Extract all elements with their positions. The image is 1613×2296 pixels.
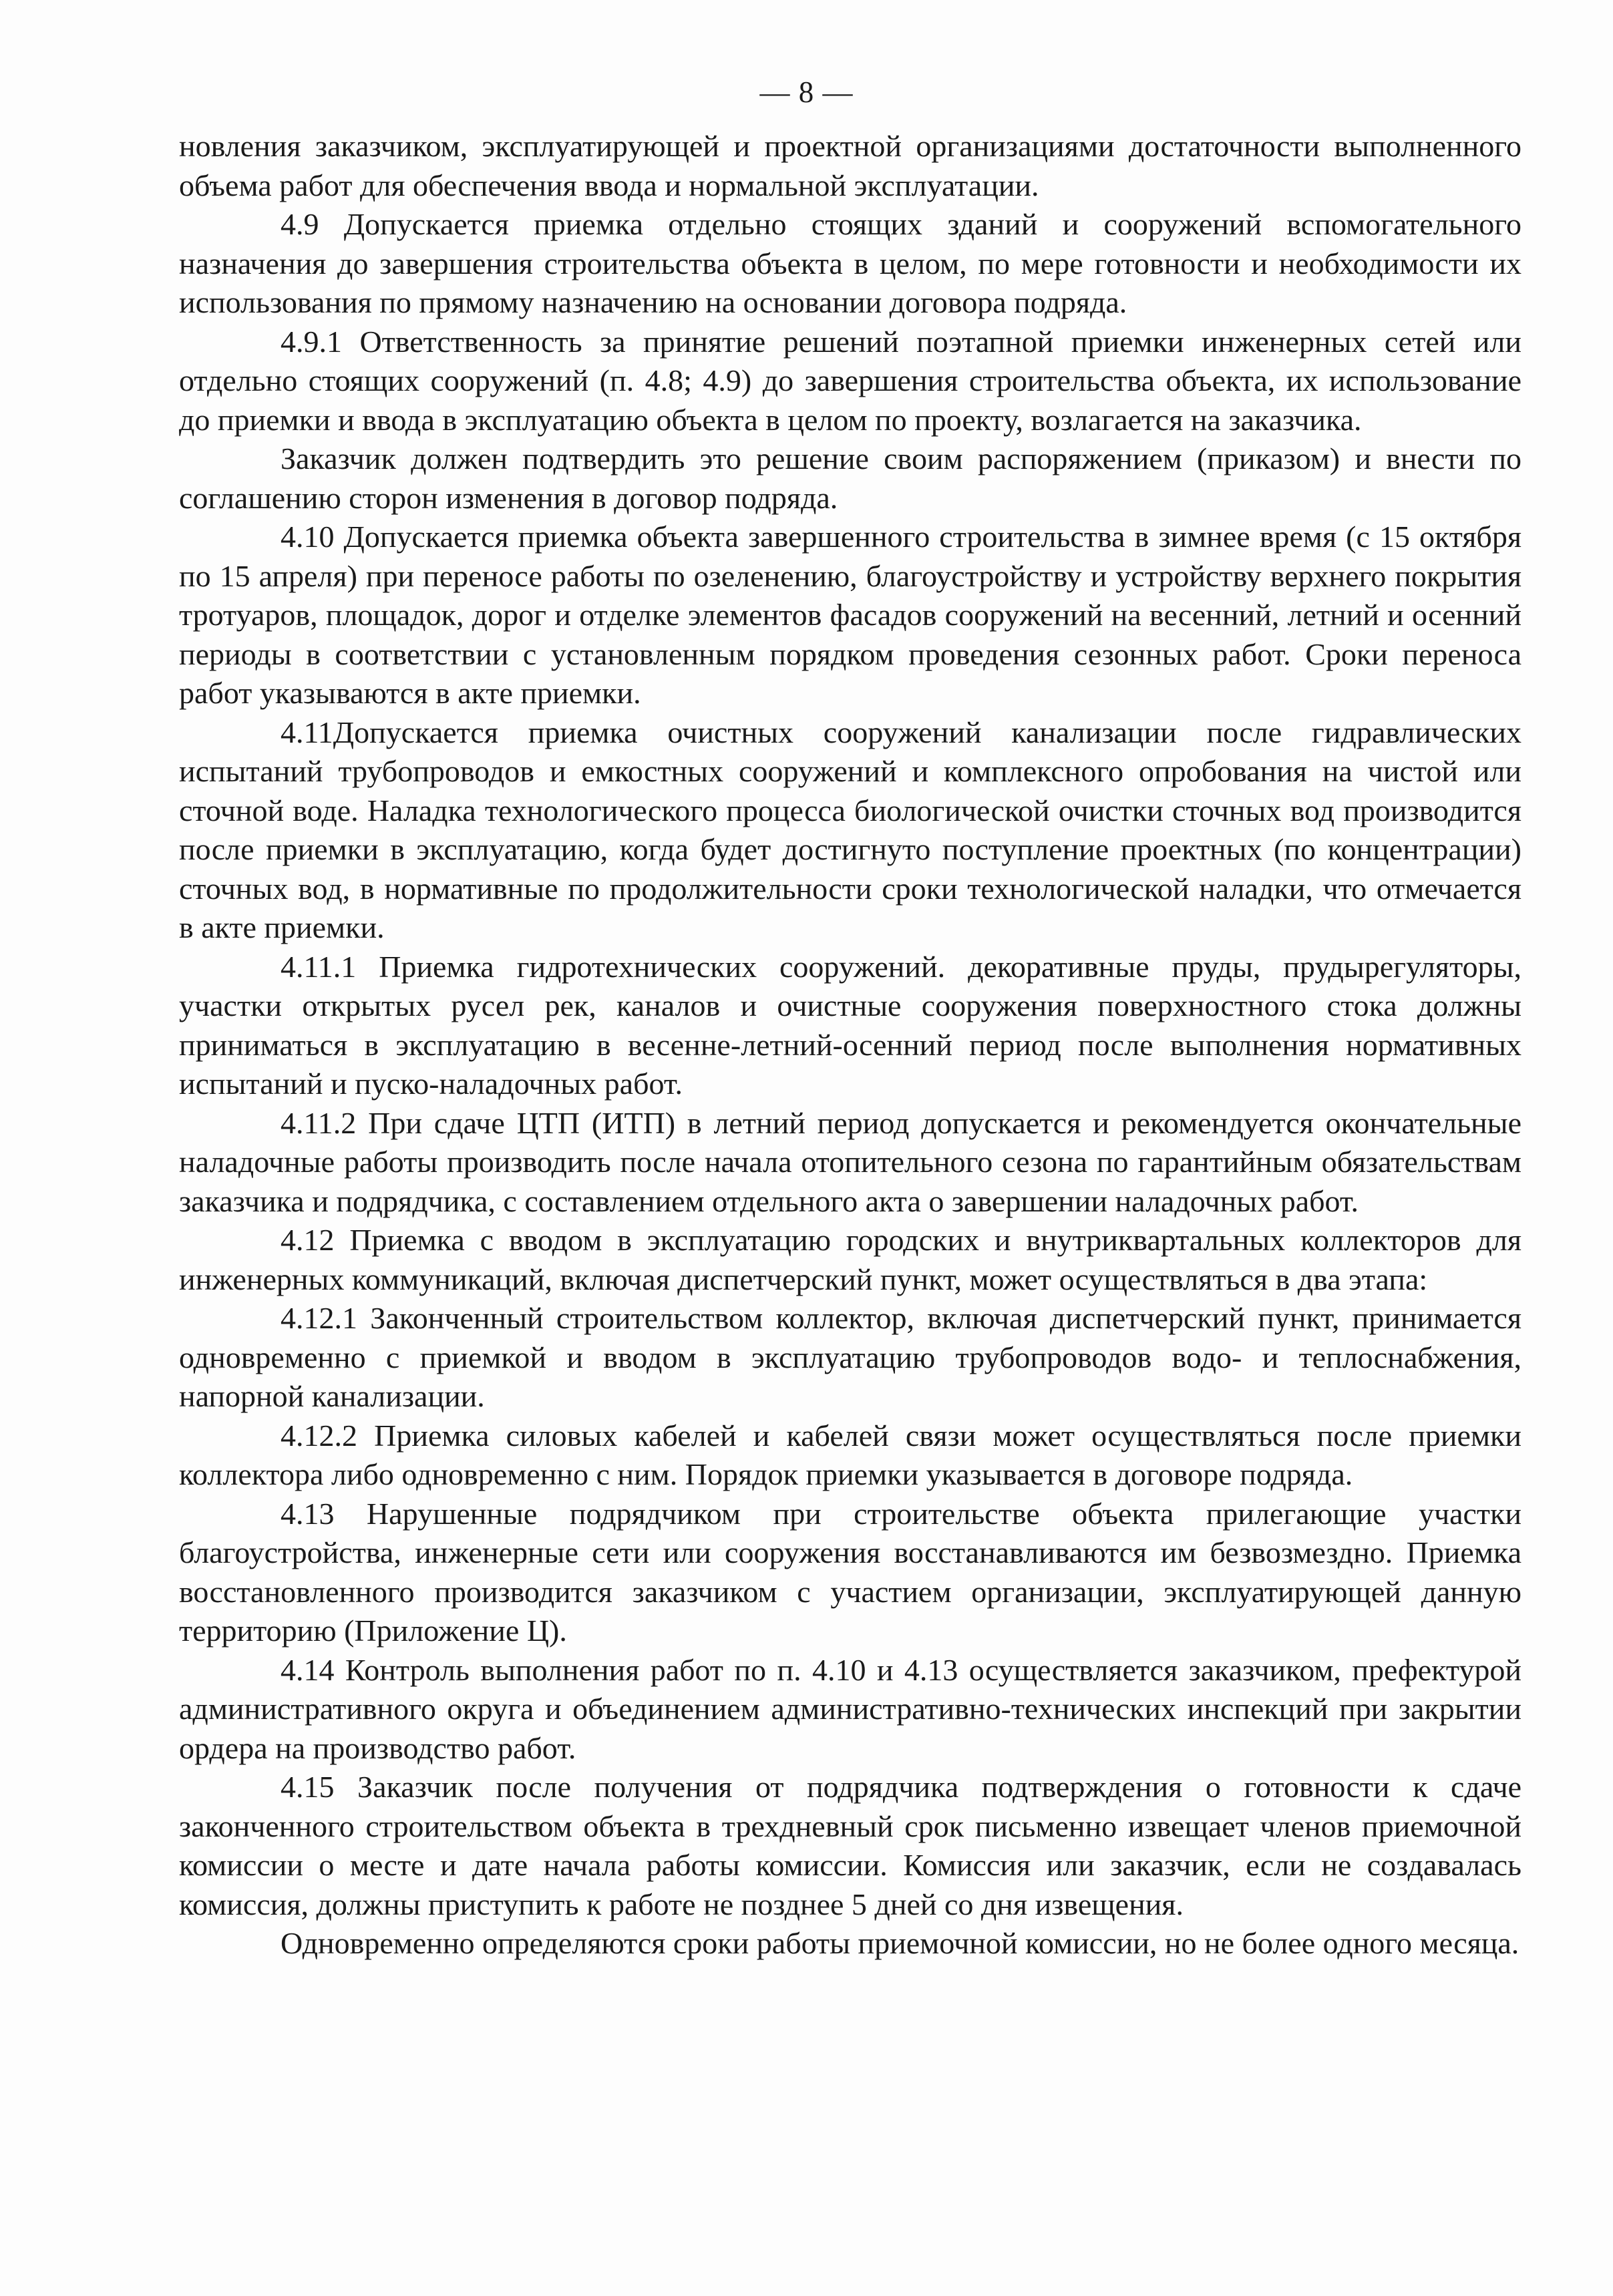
paragraph-4-14: 4.14 Контроль выполнения работ по п. 4.10 и 4.13 осуществляется заказчиком, префектурой административного округа и объединением административно-технических инспекций при закрытии ордера на производство работ.	[179, 1652, 1521, 1765]
paragraph-4-12-2: 4.12.2 Приемка силовых кабелей и кабелей связи может осуществляться после приемки коллектора либо одновременно с ним. Порядок приемки указывается в договоре подряда.	[179, 1418, 1521, 1491]
paragraph-customer-order: Заказчик должен подтвердить это решение своим распоряжением (приказом) и внести по соглашению сторон изменения в договор подряда.	[179, 441, 1521, 515]
paragraph-4-11-2: 4.11.2 При сдаче ЦТП (ИТП) в летний период допускается и рекомендуется окончательные наладочные работы производить после начала отопительного сезона по гарантийным обязательствам заказчика и подрядчика, с составлением отдельного акта о завершении наладочных работ.	[179, 1105, 1521, 1218]
paragraph-4-12: 4.12 Приемка с вводом в эксплуатацию городских и внутриквартальных коллекторов для инженерных коммуникаций, включая диспетчерский пункт, может осуществляться в два этапа:	[179, 1223, 1521, 1296]
paragraph-4-15: 4.15 Заказчик после получения от подрядчика подтверждения о готовности к сдаче законченного строительством объекта в трехдневный срок письменно извещает членов приемочной комиссии о месте и дате начала работы комиссии. Комиссия или заказчик, если не создавалась комиссия, должны приступить к работе не позднее 5 дней со дня извещения.	[179, 1770, 1521, 1921]
paragraph-4-9-1: 4.9.1 Ответственность за принятие решений поэтапной приемки инженерных сетей или отдельно стоящих сооружений (п. 4.8; 4.9) до завершения строительства объекта, их использование до приемки и ввода в эксплуатацию объекта в целом по проекту, возлагается на заказчика.	[179, 324, 1521, 437]
paragraph-4-10: 4.10 Допускается приемка объекта завершенного строительства в зимнее время (с 15 октября по 15 апреля) при переносе работы по озеленению, благоустройству и устройству верхнего покрытия тротуаров, площадок, дорог и отделке элементов фасадов сооружений на весенний, летний и осенний периоды в соответствии с установленным порядком проведения сезонных работ. Сроки переноса работ указываются в акте приемки.	[179, 520, 1521, 710]
paragraph-4-13: 4.13 Нарушенные подрядчиком при строительстве объекта прилегающие участки благоустройства, инженерные сети или сооружения восстанавливаются им безвозмездно. Приемка восстановленного производится заказчиком с участием организации, эксплуатирующей данную территорию (Приложение Ц).	[179, 1496, 1521, 1648]
paragraph-4-11: 4.11Допускается приемка очистных сооружений канализации после гидравлических испытаний трубопроводов и емкостных сооружений и комплексного опробования на чистой или сточной воде. Наладка технологического процесса биологической очистки сточных вод производится после приемки в эксплуатацию, когда будет достигнуто поступление проектных (по концентрации) сточных вод, в нормативные по продолжительности сроки технологической наладки, что отмечается в акте приемки.	[179, 715, 1521, 944]
paragraph-4-9: 4.9 Допускается приемка отдельно стоящих зданий и сооружений вспомогательного назначения до завершения строительства объекта в целом, по мере готовности и необходимости их использования по прямому назначению на основании договора подряда.	[179, 207, 1521, 319]
page-number: — 8 —	[759, 75, 854, 109]
paragraph-4-12-1: 4.12.1 Законченный строительством коллектор, включая диспетчерский пункт, принимается одновременно с приемкой и вводом в эксплуатацию трубопроводов водо- и теплоснабжения, напорной канализации.	[179, 1301, 1521, 1413]
paragraph-4-11-1: 4.11.1 Приемка гидротехнических сооружений. декоративные пруды, прудырегуляторы, участки открытых русел рек, каналов и очистные сооружения поверхностного стока должны приниматься в эксплуатацию в весенне-летний-осенний период после выполнения нормативных испытаний и пуско-наладочных работ.	[179, 949, 1521, 1101]
paragraph-commission-terms: Одновременно определяются сроки работы приемочной комиссии, но не более одного месяца.	[281, 1926, 1519, 1960]
document-body	[179, 127, 1521, 1963]
paragraph-continuation: новления заказчиком, эксплуатирующей и проектной организациями достаточности выполненного объема работ для обеспечения ввода и нормальной эксплуатации.	[179, 129, 1521, 202]
